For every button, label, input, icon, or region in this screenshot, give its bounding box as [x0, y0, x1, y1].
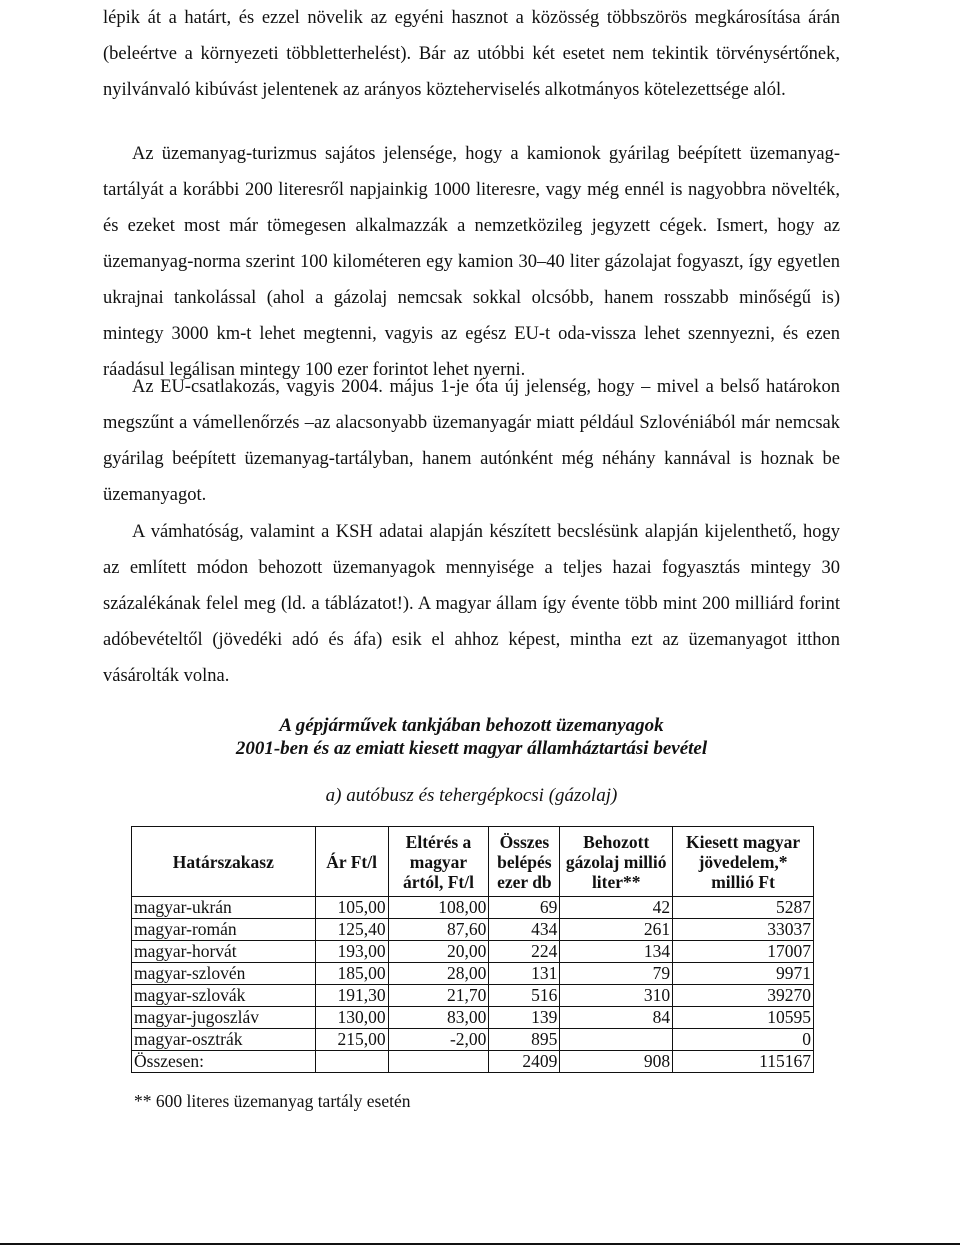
cell-lost-revenue: 10595 — [673, 1007, 814, 1029]
cell-total-entries: 2409 — [489, 1051, 560, 1073]
cell-total-entries: 434 — [489, 919, 560, 941]
cell-imported-diesel — [560, 1029, 673, 1051]
paragraph-4: A vámhatóság, valamint a KSH adatai alapján készített becslésünk alapján kijelenthető, hogy az említett módon behozott üzemanyagok mennyisége a teljes hazai fogyasztás mintegy 30 százalékának felel meg (ld. a táblázatot!). A magyar állam így évente több mint 200 milliárd forint adóbevételtől (jövedéki adó és áfa) esik el ahhoz képest, mintha ezt az üzemanyagot itthon vásárolták volna. — [103, 522, 840, 686]
cell-lost-revenue: 33037 — [673, 919, 814, 941]
paragraph-1: lépik át a határt, és ezzel növelik az egyéni hasznot a közösség többszörös megkárosítása árán (beleértve a környezeti többletterhelést). Bár az utóbbi két esetet nem tekintik törvénysértőnek, nyilvánvaló kibúvást jelentenek az arányos közteherviselés alkotmányos kötelezettsége alól. — [103, 8, 840, 100]
table-header-row — [132, 827, 814, 897]
cell-price: 130,00 — [315, 1007, 388, 1029]
cell-price-difference: -2,00 — [388, 1029, 489, 1051]
cell-imported-diesel: 134 — [560, 941, 673, 963]
cell-price-difference: 87,60 — [388, 919, 489, 941]
cell-border-section: magyar-ukrán — [132, 897, 316, 919]
cell-imported-diesel: 84 — [560, 1007, 673, 1029]
cell-price — [315, 1051, 388, 1073]
header-lost-revenue: Kiesett magyar jövedelem,* millió Ft — [673, 827, 814, 897]
table-row — [132, 1029, 814, 1051]
cell-price-difference: 83,00 — [388, 1007, 489, 1029]
cell-price: 191,30 — [315, 985, 388, 1007]
table-row — [132, 985, 814, 1007]
table-row — [132, 897, 814, 919]
fuel-import-table — [131, 826, 814, 1073]
cell-price: 185,00 — [315, 963, 388, 985]
cell-border-section: magyar-szlovén — [132, 963, 316, 985]
header-imported-diesel: Behozott gázolaj millió liter** — [560, 827, 673, 897]
cell-lost-revenue: 0 — [673, 1029, 814, 1051]
paragraph-3: Az EU-csatlakozás, vagyis 2004. május 1-je óta új jelenség, hogy – mivel a belső határokon megszűnt a vámellenőrzés –az alacsonyabb üzemanyagár miatt például Szlovéniából már nemcsak gyárilag beépített üzemanyag-tartályban, hanem autónként még néhány kannával is hoznak be üzemanyagot. — [103, 377, 840, 505]
cell-price: 125,40 — [315, 919, 388, 941]
table-row — [132, 941, 814, 963]
cell-price: 105,00 — [315, 897, 388, 919]
cell-imported-diesel: 261 — [560, 919, 673, 941]
cell-price-difference: 20,00 — [388, 941, 489, 963]
cell-lost-revenue: 39270 — [673, 985, 814, 1007]
cell-lost-revenue: 5287 — [673, 897, 814, 919]
cell-lost-revenue: 115167 — [673, 1051, 814, 1073]
cell-price-difference — [388, 1051, 489, 1073]
header-total-entries: Összes belépés ezer db — [489, 827, 560, 897]
cell-total-label: Összesen: — [132, 1051, 316, 1073]
table-subtitle: a) autóbusz és tehergépkocsi (gázolaj) — [325, 785, 618, 806]
cell-price-difference: 28,00 — [388, 963, 489, 985]
page-bottom-rule — [0, 1243, 960, 1245]
cell-price: 215,00 — [315, 1029, 388, 1051]
cell-border-section: magyar-jugoszláv — [132, 1007, 316, 1029]
cell-imported-diesel: 908 — [560, 1051, 673, 1073]
cell-imported-diesel: 310 — [560, 985, 673, 1007]
paragraph-2: Az üzemanyag-turizmus sajátos jelensége, hogy a kamionok gyárilag beépített üzemanyag-tartályát a korábbi 200 literesről napjainkig 1000 literesre, vagy még ennél is nagyobbra növelték, és ezeket most már tömegesen alkalmazzák a nemzetközileg jegyzett cégek. Ismert, hogy az üzemanyag-norma szerint 100 kilométeren egy kamion 30–40 liter gázolajat fogyaszt, így egyetlen ukrajnai tankolással (ahol a gázolaj nemcsak sokkal olcsóbb, hanem rosszabb minőségű is) mintegy 3000 km-t lehet megtenni, vagyis az egész EU-t oda-vissza lehet szennyezni, és ezen ráadásul legálisan mintegy 100 ezer forintot lehet nyerni. — [103, 144, 840, 380]
cell-lost-revenue: 9971 — [673, 963, 814, 985]
cell-lost-revenue: 17007 — [673, 941, 814, 963]
cell-price: 193,00 — [315, 941, 388, 963]
cell-imported-diesel: 79 — [560, 963, 673, 985]
cell-total-entries: 139 — [489, 1007, 560, 1029]
cell-total-entries: 69 — [489, 897, 560, 919]
table-row — [132, 1007, 814, 1029]
cell-total-entries: 895 — [489, 1029, 560, 1051]
table-title-line-1: A gépjárművek tankjában behozott üzemanyagok — [279, 715, 664, 736]
cell-border-section: magyar-szlovák — [132, 985, 316, 1007]
table-title-line-2: 2001-ben és az emiatt kiesett magyar államháztartási bevétel — [235, 738, 708, 759]
cell-price-difference: 108,00 — [388, 897, 489, 919]
header-price: Ár Ft/l — [315, 827, 388, 897]
cell-total-entries: 224 — [489, 941, 560, 963]
header-price-difference: Eltérés a magyar ártól, Ft/l — [388, 827, 489, 897]
cell-total-entries: 516 — [489, 985, 560, 1007]
cell-price-difference: 21,70 — [388, 985, 489, 1007]
cell-border-section: magyar-osztrák — [132, 1029, 316, 1051]
table-total-row — [132, 1051, 814, 1073]
table-row — [132, 919, 814, 941]
header-border-section: Határszakasz — [132, 827, 316, 897]
table-row — [132, 963, 814, 985]
table-footnote: ** 600 literes üzemanyag tartály esetén — [134, 1091, 411, 1111]
cell-total-entries: 131 — [489, 963, 560, 985]
cell-imported-diesel: 42 — [560, 897, 673, 919]
cell-border-section: magyar-horvát — [132, 941, 316, 963]
cell-border-section: magyar-román — [132, 919, 316, 941]
